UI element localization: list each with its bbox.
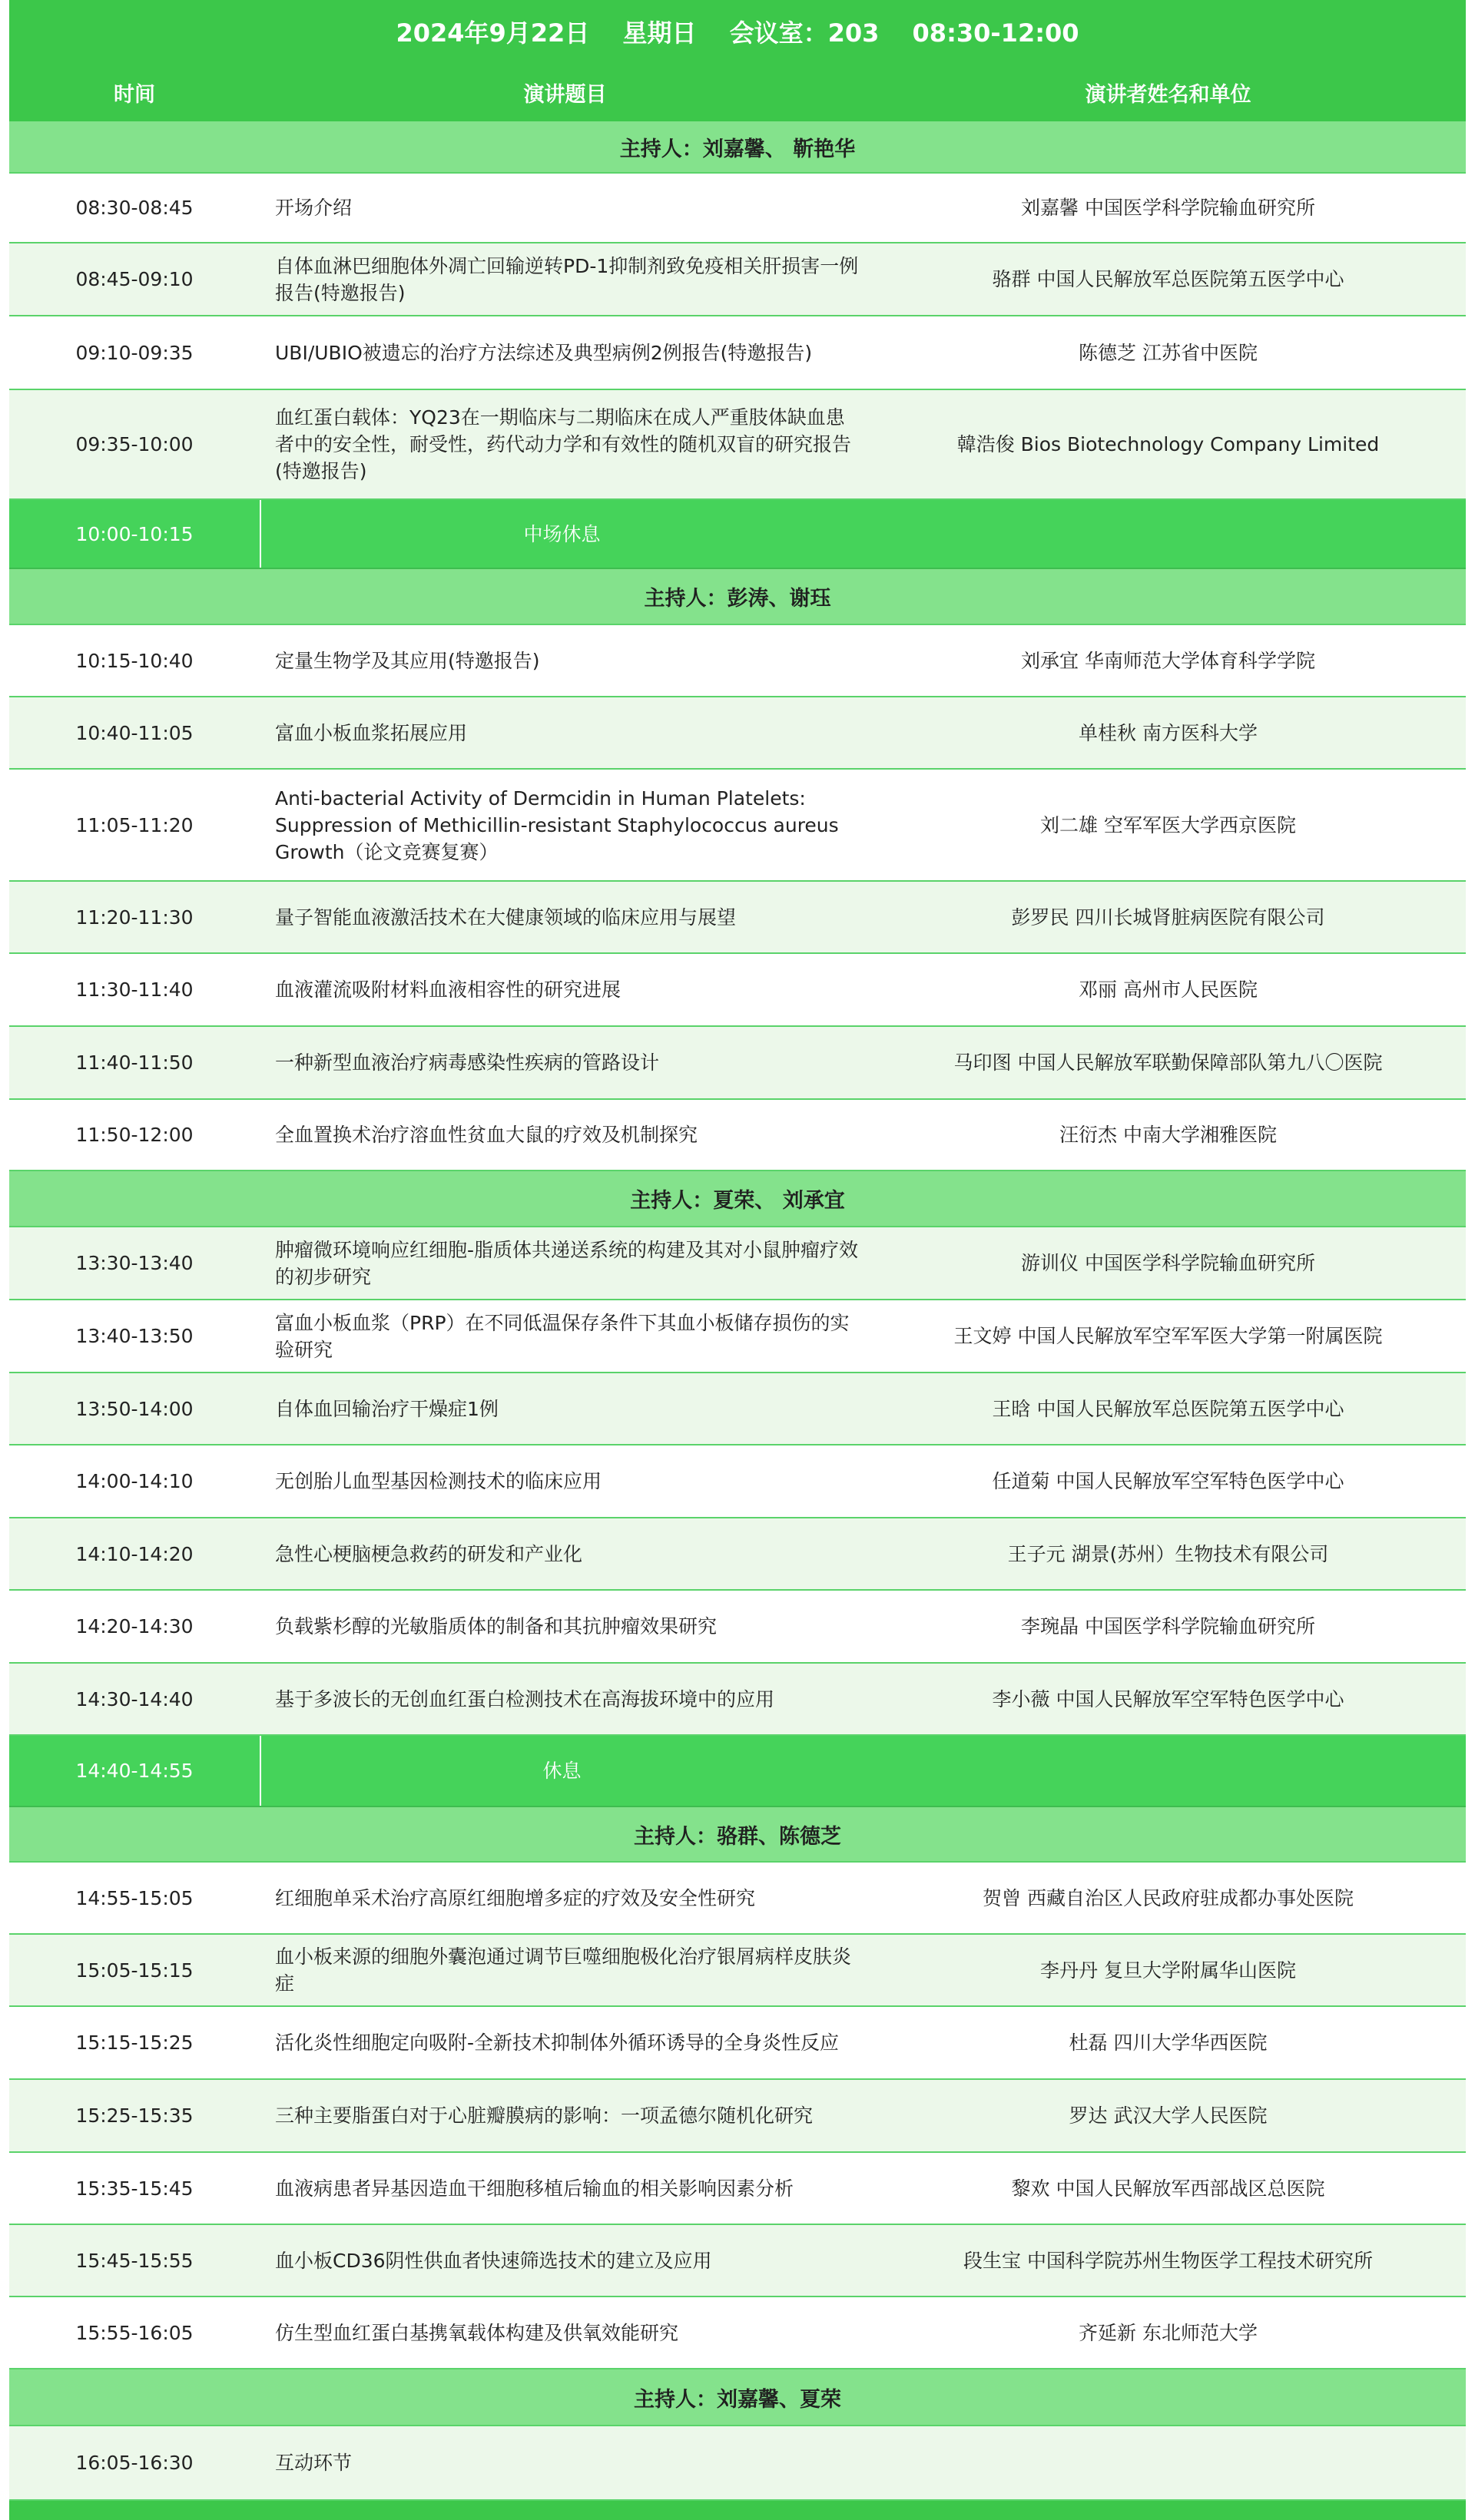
talk-row bbox=[9, 625, 1466, 697]
speaker-name-affiliation: 齐延新 东北师范大学 bbox=[1079, 2321, 1258, 2344]
talk-row bbox=[9, 390, 1466, 500]
talk-title: 富血小板血浆拓展应用 bbox=[275, 721, 468, 744]
talk-row bbox=[9, 1445, 1466, 1518]
moderator-label: 主持人：刘嘉馨、 靳艳华 bbox=[619, 137, 856, 161]
talk-title: UBI/UBIO被遗忘的治疗方法综述及典型病例2例报告(特邀报告) bbox=[275, 341, 813, 364]
talk-row bbox=[9, 1227, 1466, 1300]
break-label: 中场休息 bbox=[260, 500, 870, 568]
speaker-name-affiliation: 杜磊 四川大学华西医院 bbox=[1069, 2032, 1268, 2054]
talk-row bbox=[9, 954, 1466, 1027]
talk-row bbox=[9, 316, 1466, 390]
talk-title: 开场介绍 bbox=[275, 197, 353, 219]
moderator-row bbox=[9, 569, 1466, 625]
session-time: 11:20-11:30 bbox=[75, 906, 194, 929]
talk-title: 血液病患者异基因造血干细胞移植后输血的相关影响因素分析 bbox=[275, 2177, 794, 2200]
session-time: 15:35-15:45 bbox=[75, 2177, 194, 2200]
talk-title: 富血小板血浆（PRP）在不同低温保存条件下其血小板储存损伤的实验研究 bbox=[275, 1311, 850, 1361]
talk-title: 三种主要脂蛋白对于心脏瓣膜病的影响：一项孟德尔随机化研究 bbox=[275, 2104, 814, 2127]
talk-row bbox=[9, 2225, 1466, 2297]
talk-title: 红细胞单采术治疗高原红细胞增多症的疗效及安全性研究 bbox=[275, 1886, 756, 1909]
talk-row bbox=[9, 1100, 1466, 1171]
schedule-header bbox=[9, 0, 1466, 63]
session-time: 14:20-14:30 bbox=[75, 1615, 194, 1638]
talk-row bbox=[9, 1027, 1466, 1100]
moderator-label: 主持人：骆群、陈德芝 bbox=[634, 1824, 841, 1849]
moderator-label: 主持人：彭涛、谢珏 bbox=[644, 587, 831, 611]
speaker-name-affiliation: 刘嘉馨 中国医学科学院输血研究所 bbox=[1021, 197, 1315, 219]
moderator-row bbox=[9, 1807, 1466, 1863]
speaker-name-affiliation: 汪衍杰 中南大学湘雅医院 bbox=[1059, 1124, 1277, 1146]
talk-title: 全血置换术治疗溶血性贫血大鼠的疗效及机制探究 bbox=[275, 1124, 698, 1146]
speaker-name-affiliation: 李琬晶 中国医学科学院输血研究所 bbox=[1021, 1615, 1315, 1638]
speaker-name-affiliation bbox=[870, 2426, 1466, 2499]
session-time: 09:10-09:35 bbox=[75, 341, 194, 364]
speaker-name-affiliation: 罗达 武汉大学人民医院 bbox=[1069, 2104, 1268, 2127]
talk-row bbox=[9, 174, 1466, 243]
talk-title: 互动环节 bbox=[275, 2452, 353, 2474]
session-time: 16:05-16:30 bbox=[75, 2452, 194, 2474]
column-header-row bbox=[9, 63, 1466, 121]
speaker-name-affiliation: 游训仪 中国医学科学院输血研究所 bbox=[1021, 1252, 1315, 1274]
footer-bar bbox=[9, 2501, 1466, 2520]
speaker-name-affiliation: 刘承宜 华南师范大学体育科学学院 bbox=[1021, 649, 1315, 672]
session-time: 10:00-10:15 bbox=[75, 522, 194, 545]
break-row bbox=[9, 500, 1466, 569]
talk-row bbox=[9, 1935, 1466, 2007]
session-time: 14:10-14:20 bbox=[75, 1542, 194, 1565]
session-time: 15:25-15:35 bbox=[75, 2104, 194, 2127]
talk-row bbox=[9, 2153, 1466, 2225]
speaker-name-affiliation: 陈德芝 江苏省中医院 bbox=[1079, 341, 1258, 364]
talk-row bbox=[9, 697, 1466, 770]
talk-title: 血液灌流吸附材料血液相容性的研究进展 bbox=[275, 979, 621, 1001]
session-time: 08:45-09:10 bbox=[75, 268, 194, 290]
session-time: 13:50-14:00 bbox=[75, 1397, 194, 1420]
talk-title: 活化炎性细胞定向吸附-全新技术抑制体外循环诱导的全身炎性反应 bbox=[275, 2032, 840, 2054]
speaker-name-affiliation: 单桂秋 南方医科大学 bbox=[1079, 721, 1258, 744]
session-time: 14:40-14:55 bbox=[75, 1760, 194, 1782]
talk-row bbox=[9, 2007, 1466, 2080]
talk-row bbox=[9, 1518, 1466, 1591]
session-time: 14:55-15:05 bbox=[75, 1886, 194, 1909]
talk-title: 定量生物学及其应用(特邀报告) bbox=[275, 649, 540, 672]
column-header-speaker: 演讲者姓名和单位 bbox=[1085, 82, 1251, 107]
session-time: 11:40-11:50 bbox=[75, 1051, 194, 1074]
talk-title: 一种新型血液治疗病毒感染性疾病的管路设计 bbox=[275, 1051, 660, 1074]
session-time: 14:00-14:10 bbox=[75, 1470, 194, 1492]
session-time: 13:30-13:40 bbox=[75, 1252, 194, 1274]
speaker-name-affiliation: 骆群 中国人民解放军总医院第五医学中心 bbox=[992, 268, 1344, 290]
moderator-label: 主持人：刘嘉馨、夏荣 bbox=[634, 2387, 841, 2412]
header-title: 2024年9月22日 星期日 会议室：203 08:30-12:00 bbox=[396, 18, 1079, 48]
speaker-name-affiliation: 王文婷 中国人民解放军空军军医大学第一附属医院 bbox=[953, 1325, 1383, 1347]
speaker-name-affiliation: 黎欢 中国人民解放军西部战区总医院 bbox=[1011, 2177, 1325, 2200]
session-time: 15:45-15:55 bbox=[75, 2249, 194, 2272]
session-time: 13:40-13:50 bbox=[75, 1325, 194, 1347]
talk-row bbox=[9, 1591, 1466, 1664]
talk-row bbox=[9, 1300, 1466, 1373]
talk-title: 肿瘤微环境响应红细胞-脂质体共递送系统的构建及其对小鼠肿瘤疗效的初步研究 bbox=[275, 1238, 859, 1288]
speaker-name-affiliation: 任道菊 中国人民解放军空军特色医学中心 bbox=[992, 1470, 1344, 1492]
session-time: 14:30-14:40 bbox=[75, 1687, 194, 1710]
moderator-label: 主持人：夏荣、 刘承宜 bbox=[630, 1189, 845, 1213]
talk-title: 自体血淋巴细胞体外凋亡回输逆转PD-1抑制剂致免疫相关肝损害一例报告(特邀报告) bbox=[275, 254, 859, 304]
talk-title: 血红蛋白载体：YQ23在一期临床与二期临床在成人严重肢体缺血患者中的安全性，耐受性，药代动力学和有效性的随机双盲的研究报告(特邀报告) bbox=[275, 406, 852, 482]
talk-title: 负载紫杉醇的光敏脂质体的制备和其抗肿瘤效果研究 bbox=[275, 1615, 718, 1638]
session-time: 10:15-10:40 bbox=[75, 649, 194, 672]
column-header-time: 时间 bbox=[114, 82, 155, 107]
speaker-name-affiliation: 刘二雄 空军军医大学西京医院 bbox=[1040, 813, 1296, 836]
talk-title: Anti-bacterial Activity of Dermcidin in Human Platelets: Suppression of Methicillin-resistant Staphylococcus aureus Growth（论文竞赛复赛） bbox=[275, 786, 839, 863]
talk-row bbox=[9, 1863, 1466, 1935]
talk-title: 血小板CD36阴性供血者快速筛选技术的建立及应用 bbox=[275, 2249, 712, 2272]
talk-title: 基于多波长的无创血红蛋白检测技术在高海拔环境中的应用 bbox=[275, 1687, 775, 1710]
talk-row bbox=[9, 2080, 1466, 2153]
talk-title: 仿生型血红蛋白基携氧载体构建及供氧效能研究 bbox=[275, 2321, 679, 2344]
talk-title: 自体血回输治疗干燥症1例 bbox=[275, 1397, 499, 1420]
moderator-row bbox=[9, 1171, 1466, 1227]
talk-row bbox=[9, 243, 1466, 316]
talk-row bbox=[9, 2426, 1466, 2501]
break-label: 休息 bbox=[260, 1736, 870, 1806]
session-time: 15:55-16:05 bbox=[75, 2321, 194, 2344]
speaker-name-affiliation: 韓浩俊 Bios Biotechnology Company Limited bbox=[956, 433, 1380, 455]
session-time: 15:05-15:15 bbox=[75, 1959, 194, 1982]
speaker-name-affiliation: 彭罗民 四川长城肾脏病医院有限公司 bbox=[1011, 906, 1325, 929]
session-time: 11:05-11:20 bbox=[75, 813, 194, 836]
talk-title: 血小板来源的细胞外囊泡通过调节巨噬细胞极化治疗银屑病样皮肤炎症 bbox=[275, 1945, 852, 1995]
session-time: 11:30-11:40 bbox=[75, 979, 194, 1001]
speaker-name-affiliation: 李小薇 中国人民解放军空军特色医学中心 bbox=[992, 1687, 1344, 1710]
speaker-name-affiliation: 贺曾 西藏自治区人民政府驻成都办事处医院 bbox=[983, 1886, 1354, 1909]
talk-title: 无创胎儿血型基因检测技术的临床应用 bbox=[275, 1470, 602, 1492]
moderator-row bbox=[9, 2369, 1466, 2426]
column-header-title: 演讲题目 bbox=[523, 82, 607, 107]
break-row bbox=[9, 1736, 1466, 1807]
talk-row bbox=[9, 770, 1466, 882]
talk-row bbox=[9, 882, 1466, 954]
talk-title: 量子智能血液激活技术在大健康领域的临床应用与展望 bbox=[275, 906, 737, 929]
session-time: 11:50-12:00 bbox=[75, 1124, 194, 1146]
session-time: 08:30-08:45 bbox=[75, 197, 194, 219]
session-time: 09:35-10:00 bbox=[75, 433, 194, 455]
talk-row bbox=[9, 1664, 1466, 1736]
speaker-name-affiliation: 王子元 湖景(苏州）生物技术有限公司 bbox=[1007, 1542, 1329, 1565]
speaker-name-affiliation: 王晗 中国人民解放军总医院第五医学中心 bbox=[992, 1397, 1344, 1420]
speaker-name-affiliation: 马印图 中国人民解放军联勤保障部队第九八〇医院 bbox=[953, 1051, 1383, 1074]
talk-row bbox=[9, 1373, 1466, 1445]
moderator-row bbox=[9, 121, 1466, 174]
session-time: 15:15-15:25 bbox=[75, 2032, 194, 2054]
session-time: 10:40-11:05 bbox=[75, 721, 194, 744]
talk-row bbox=[9, 2297, 1466, 2369]
speaker-name-affiliation: 邓丽 高州市人民医院 bbox=[1079, 979, 1258, 1001]
speaker-name-affiliation: 李丹丹 复旦大学附属华山医院 bbox=[1040, 1959, 1296, 1982]
talk-title: 急性心梗脑梗急救药的研发和产业化 bbox=[275, 1542, 583, 1565]
speaker-name-affiliation: 段生宝 中国科学院苏州生物医学工程技术研究所 bbox=[963, 2249, 1373, 2272]
